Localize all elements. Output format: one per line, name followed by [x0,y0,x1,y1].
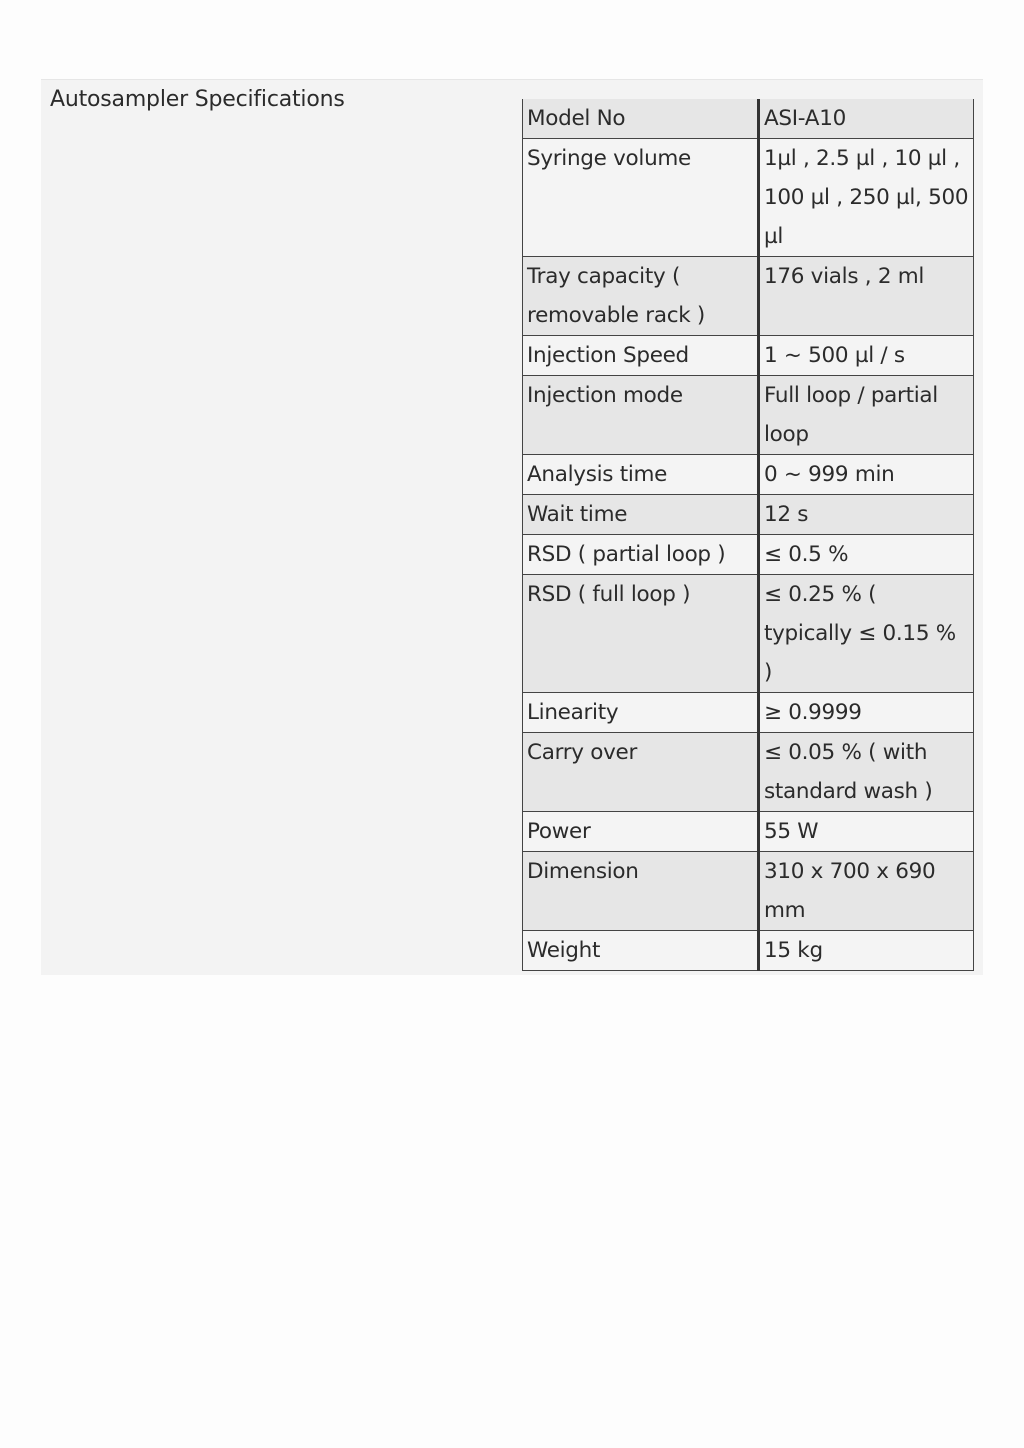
spec-label: RSD ( full loop ) [523,575,759,693]
spec-label: RSD ( partial loop ) [523,535,759,575]
spec-label: Injection mode [523,376,759,455]
table-row [523,733,974,812]
spec-value: 176 vials , 2 ml [759,257,974,336]
table-row [523,455,974,495]
table-row [523,99,974,139]
spec-label: Power [523,812,759,852]
spec-value: 310 x 700 x 690 mm [759,852,974,931]
specifications-panel [41,79,983,975]
table-row [523,139,974,257]
specifications-table [522,99,974,971]
spec-label: Weight [523,931,759,971]
table-row [523,812,974,852]
spec-label: Dimension [523,852,759,931]
section-title: Autosampler Specifications [50,87,345,112]
spec-label: Syringe volume [523,139,759,257]
spec-value: Full loop / partial loop [759,376,974,455]
table-row [523,931,974,971]
spec-label: Injection Speed [523,336,759,376]
spec-value: ≥ 0.9999 [759,693,974,733]
table-row [523,575,974,693]
spec-value: 12 s [759,495,974,535]
spec-label: Analysis time [523,455,759,495]
table-row [523,376,974,455]
spec-value: 0 ~ 999 min [759,455,974,495]
spec-label: Carry over [523,733,759,812]
table-row [523,336,974,376]
spec-value: 1µl , 2.5 µl , 10 µl , 100 µl , 250 µl, 500 µl [759,139,974,257]
spec-label: Model No [523,99,759,139]
table-row [523,257,974,336]
table-row [523,852,974,931]
spec-value: 1 ~ 500 µl / s [759,336,974,376]
spec-value: 55 W [759,812,974,852]
spec-value: 15 kg [759,931,974,971]
table-row [523,495,974,535]
table-row [523,693,974,733]
table-row [523,535,974,575]
spec-label: Wait time [523,495,759,535]
spec-label: Linearity [523,693,759,733]
spec-value: ≤ 0.5 % [759,535,974,575]
spec-value: ≤ 0.05 % ( with standard wash ) [759,733,974,812]
spec-value: ASI-A10 [759,99,974,139]
spec-label: Tray capacity ( removable rack ) [523,257,759,336]
spec-value: ≤ 0.25 % ( typically ≤ 0.15 % ) [759,575,974,693]
